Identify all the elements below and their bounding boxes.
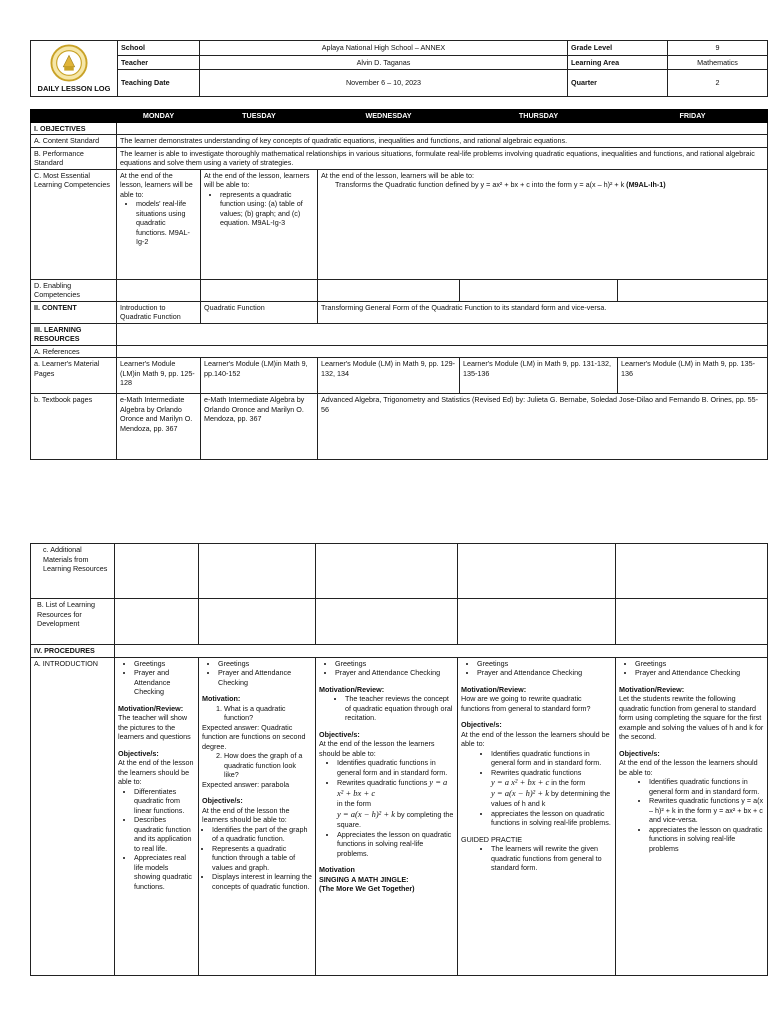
math-jingle-subtitle: (The More We Get Together) [319,884,415,894]
tb-tuesday: e-Math Intermediate Algebra by Orlando Oronce and Marilyn O. Mendoza, pp. 367 [201,394,318,460]
quarter-label: Quarter [568,70,668,97]
math-jingle-title: SINGING A MATH JINGLE: [319,874,409,884]
general-form-equation: y = a x² + bx + c [491,777,550,787]
thu-motivation-text: How are we going to rewrite quadratic functions from general to standard form? [461,694,591,713]
lesson-log-table-page1 [30,109,768,460]
melc-wed-text: Transforms the Quadratic function defined by y = ax² + bx + c into the form y = a(x – h)² + k [335,180,625,189]
day-thursday: THURSDAY [460,110,618,123]
melc-wed-fri [318,169,768,279]
melc-tuesday [201,169,318,279]
wed-objective-text: by completing the square. [337,809,454,830]
thu-objective-item: • Identifies quadratic functions in general form and in standard form. [491,749,612,768]
wed-motivation-item: • The teacher reviews the concept of quadratic equation through oral recitation. [345,694,454,723]
additional-materials-label: c. Additional Materials from Learning Resources [31,544,115,599]
learning-area-value: Mathematics [668,55,768,70]
introduction-label: A. INTRODUCTION [31,657,115,975]
teacher-label: Teacher [118,55,200,70]
enabling-competencies-label: D. Enabling Competencies [31,279,117,301]
intro-thursday [458,657,616,975]
thu-objective-text: by determining the values of h and k [491,789,611,809]
mon-motivation-text: The teacher will show the pictures to the learners and questions [118,713,191,741]
tue-question-2: 2. How does the graph of a quadratic function look like? [224,751,312,780]
wed-objective-item: • Appreciates the lesson on quadratic functions in solving real-life problems. [337,830,454,859]
procedures-heading: IV. PROCEDURES [31,645,115,658]
tb-monday: e-Math Intermediate Algebra by Orlando Oronce and Marilyn O. Mendoza, pp. 367 [117,394,201,460]
day-friday: FRIDAY [618,110,768,123]
fri-objective-item: • Rewrites quadratic functions y = a(x – h)² + k in the form y = ax² + bx + c and vice-versa. [649,796,764,825]
standard-form-equation: y = a(x − h)² + k [337,808,395,819]
day-wednesday: WEDNESDAY [318,110,460,123]
wed-objective-item: • Identifies quadratic functions in general form and in standard form. [337,758,454,777]
fri-objective-item: • appreciates the lesson on quadratic functions in solving real-life problems [649,825,764,854]
thu-objectives-title: Objective/s: [461,720,502,729]
lm-friday: Learner's Module (LM) in Math 9, pp. 135-136 [618,358,768,394]
textbook-pages-label: b. Textbook pages [31,394,117,460]
melc-label: C. Most Essential Learning Competencies [31,169,117,279]
content-standard-label: A. Content Standard [31,135,117,148]
tue-motivation-title: Motivation: [202,694,241,703]
mon-objectives-intro: At the end of the lesson the learners should be able to: [118,758,194,786]
content-standard-text: The learner demonstrates understanding of key concepts of quadratic equations, inequalities and functions, and rational algebraic equations. [117,135,768,148]
grade-level-value: 9 [668,41,768,56]
greetings-item: • Greetings [218,659,312,669]
thu-motivation-title: Motivation/Review: [461,684,527,694]
intro-wednesday [316,657,458,975]
intro-monday [115,657,199,975]
fri-objectives-intro: At the end of the lesson the learners should be able to: [619,758,758,777]
tue-objective-item: • Displays interest in learning the concepts of quadratic function. [212,872,312,891]
tue-question-1: 1. What is a quadratic function? [224,704,312,723]
teaching-date-value: November 6 – 10, 2023 [200,70,568,97]
thu-objective-item: • appreciates the lesson on quadratic functions in solving real-life problems. [491,809,612,828]
thu-objectives-intro: At the end of the lesson the learners should be able to: [461,729,610,748]
learners-material-label: a. Learner's Material Pages [31,358,117,394]
lm-monday: Learner's Module (LM)in Math 9, pp. 125-128 [117,358,201,394]
greetings-item: • Greetings [134,659,195,669]
wed-objective-item [337,777,454,830]
melc-wed-code: (M9AL-Ih-1) [626,180,666,189]
mon-objectives-title: Objective/s: [118,748,159,758]
fri-objective-item: • Identifies quadratic functions in general form and in standard form. [649,777,764,796]
learning-resources-heading: III. LEARNING RESOURCES [31,323,117,345]
teacher-value: Alvin D. Taganas [200,55,568,70]
standard-form-equation: y = a(x − h)² + k [491,788,549,799]
school-value: Aplaya National High School – ANNEX [200,41,568,56]
tue-answer-1: Expected answer: Quadratic function are functions on second degree. [202,722,306,751]
content-wed-fri: Transforming General Form of the Quadratic Function to its standard form and vice-versa. [318,301,768,323]
fri-objectives-title: Objective/s: [619,748,660,758]
prayer-item: • Prayer and Attendance Checking [335,668,454,678]
melc-monday-item: • models' real-life situations using quadratic functions. M9AL-Ig-2 [136,199,197,247]
wed-objective-text: in the form [337,799,371,809]
thu-objective-text: Rewrites quadratic functions [491,767,582,777]
thu-objective-item [491,768,612,809]
fri-motivation-title: Motivation/Review: [619,684,685,694]
prayer-item: • Prayer and Attendance Checking [635,668,764,678]
list-of-resources-label: B. List of Learning Resources for Development [31,599,115,645]
tue-objective-item: • Identifies the part of the graph of a quadratic function. [212,825,312,844]
tb-wed-fri: Advanced Algebra, Trigonometry and Statistics (Revised Ed) by: Julieta G. Bernabe, Soledad Jose-Dilao and Fernando B. Orines, pp. 55-56 [318,394,768,460]
wed-motivation2-title: Motivation [319,865,355,875]
performance-standard-label: B. Performance Standard [31,147,117,169]
lm-wednesday: Learner's Module (LM) in Math 9, pp. 129-132, 134 [318,358,460,394]
mon-objective-item: • Appreciates real life models showing quadratic functions. [134,853,195,891]
tue-objective-item: • Represents a quadratic function through a table of values and graph. [212,844,312,873]
intro-friday [616,657,768,975]
references-label: A. References [31,345,117,358]
wed-objectives-intro: At the end of the lesson the learners should be able to: [319,739,435,758]
melc-monday [117,169,201,279]
grade-level-label: Grade Level [568,41,668,56]
content-heading: II. CONTENT [31,301,117,323]
mon-objective-item: • Differentiates quadratic from linear functions. [134,787,195,816]
fri-motivation-text: Let the students rewrite the following quadratic function from general to standard form using completing the square for the first example and solving the values of h and k for the second. [619,694,764,741]
performance-standard-text: The learner is able to investigate thoroughly mathematical relationships in various situations, formulate real-life problems involving quadratic equations, inequalities and functions, and rational algebraic equations and solve them using a variety of strategies. [117,147,768,169]
tue-answer-2: Expected answer: parabola [202,779,290,789]
prayer-item: • Prayer and Attendance Checking [218,668,312,687]
melc-wed-intro: At the end of the lesson, learners will be able to: [321,170,475,180]
mon-motivation-title: Motivation/Review: [118,703,184,713]
tue-objectives-title: Objective/s: [202,796,243,805]
greetings-item: • Greetings [477,659,612,669]
wed-objective-text: Rewrites quadratic functions [337,778,428,787]
lm-thursday: Learner's Module (LM) in Math 9, pp. 131-132, 135-136 [460,358,618,394]
content-monday: Introduction to Quadratic Function [117,301,201,323]
content-tuesday: Quadratic Function [201,301,318,323]
header-table [30,40,768,97]
melc-monday-intro: At the end of the lesson, learners will be able to: [120,170,193,199]
teaching-date-label: Teaching Date [118,70,200,97]
melc-tuesday-item: • represents a quadratic function using: (a) table of values; (b) graph; and (c) equation. M9AL-Ig-3 [220,190,314,228]
daily-lesson-log-title: DAILY LESSON LOG [37,84,111,94]
wed-objectives-title: Objective/s: [319,729,360,739]
guided-practice-item: • The learners will rewrite the given quadratic functions from general to standard form. [491,844,612,873]
wed-motivation-title: Motivation/Review: [319,684,385,694]
greetings-item: • Greetings [335,659,454,669]
general-form-equation: y = a x² + bx + c [337,777,448,799]
quarter-value: 2 [668,70,768,97]
school-label: School [118,41,200,56]
objectives-heading: I. OBJECTIVES [31,122,117,135]
melc-tuesday-intro: At the end of the lesson, learners will be able to: [204,170,310,189]
prayer-item: • Prayer and Attendance Checking [134,668,195,697]
intro-tuesday [199,657,316,975]
learning-area-label: Learning Area [568,55,668,70]
tue-objectives-intro: At the end of the lesson the learners should be able to: [202,805,290,824]
day-header-row [31,110,768,123]
guided-practice-title: GUIDED PRACTIE [461,834,523,844]
day-monday: MONDAY [117,110,201,123]
prayer-item: • Prayer and Attendance Checking [477,668,612,678]
lesson-log-table-page2 [30,543,768,976]
greetings-item: • Greetings [635,659,764,669]
thu-objective-text: in the form [551,778,586,787]
lm-tuesday: Learner's Module (LM)in Math 9, pp.140-152 [201,358,318,394]
day-tuesday: TUESDAY [201,110,318,123]
mon-objective-item: • Describes quadratic function and its application to real life. [134,815,195,853]
